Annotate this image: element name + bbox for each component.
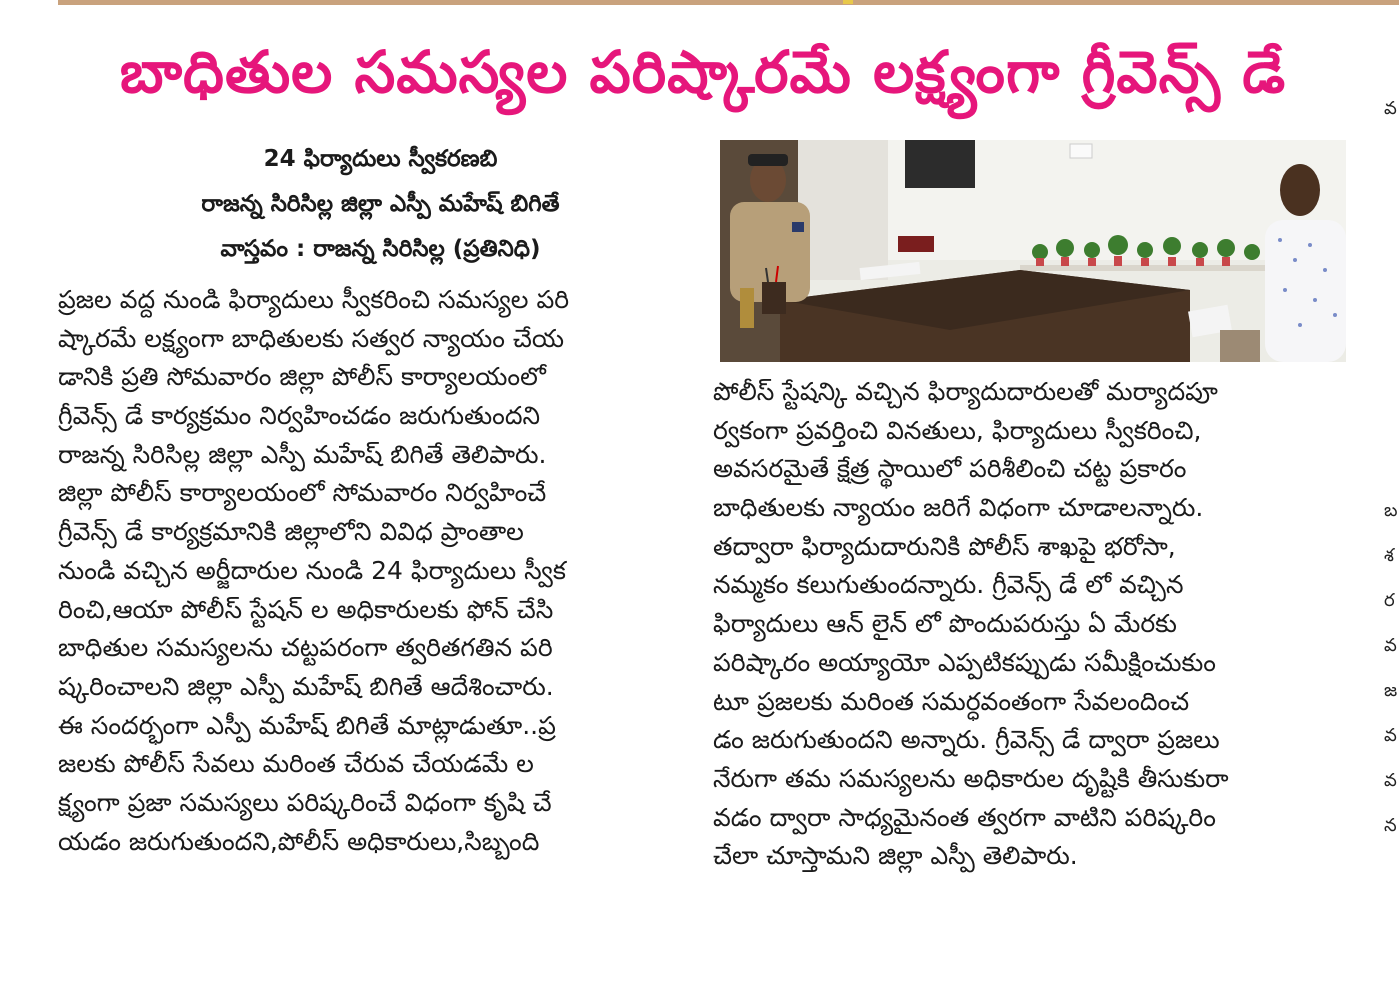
left-column-line: జలకు పోలీస్ సేవలు మరింత చేరువ చేయడమే ల xyxy=(58,749,534,779)
subhead-dateline: వాస్తవం : రాజన్న సిరిసిల్ల (ప్రతినిధి) xyxy=(220,236,541,262)
left-column-line: ష్కారమే లక్ష్యంగా బాధితులకు సత్వర న్యాయం చేయ xyxy=(58,323,565,353)
right-column-line: పరిష్కారం అయ్యాయో ఎప్పటికప్పుడు సమీక్షించుకుం xyxy=(713,647,1216,677)
top-rule xyxy=(58,0,1399,5)
left-column xyxy=(58,281,706,861)
edge-glyph: ర xyxy=(1384,590,1395,611)
left-column-line: ష్కరించాలని జిల్లా ఎస్పీ మహేష్ బిగితే ఆదేశించారు. xyxy=(58,671,554,701)
next-column-edge xyxy=(1384,0,1399,983)
top-rule-mark xyxy=(843,0,853,4)
subhead-sp-name: రాజన్న సిరిసిల్ల జిల్లా ఎస్పీ మహేష్ బిగితే xyxy=(201,191,560,217)
left-column-line: డానికి ప్రతి సోమవారం జిల్లా పోలీస్ కార్యాలయంలో xyxy=(58,362,546,392)
right-column-line: తద్వారా ఫిర్యాదుదారునికి పోలీస్ శాఖపై భరోసా, xyxy=(713,531,1176,561)
left-column-line: ఈ సందర్భంగా ఎస్పీ మహేష్ బిగితే మాట్లాడుతూ..ప్ర xyxy=(58,710,556,740)
right-column xyxy=(713,373,1363,876)
right-column-line: నేరుగా తమ సమస్యలను అధికారుల దృష్టికి తీసుకురా xyxy=(713,763,1229,793)
left-column-line: క్ష్యంగా ప్రజా సమస్యలు పరిష్కరించే విధంగా కృషి చే xyxy=(58,787,552,817)
edge-glyph: బ xyxy=(1384,500,1398,521)
left-column-line: జిల్లా పోలీస్ కార్యాలయంలో సోమవారం నిర్వహించే xyxy=(58,478,547,508)
edge-glyph: శ xyxy=(1384,545,1394,566)
right-column-line: ఫిర్యాదులు ఆన్ లైన్ లో పొందుపరుస్తు ఏ మేరకు xyxy=(713,609,1177,639)
right-column-line: టూ ప్రజలకు మరింత సమర్ధవంతంగా సేవలందించ xyxy=(713,686,1190,716)
left-column-line: గ్రీవెన్స్ డే కార్యక్రమం నిర్వహించడం జరుగుతుందని xyxy=(58,401,541,431)
right-column-line: అవసరమైతే క్షేత్ర స్థాయిలో పరిశీలించి చట్ట ప్రకారం xyxy=(713,454,1187,484)
edge-glyph: వ xyxy=(1384,725,1397,746)
right-column-line: చేలా చూస్తామని జిల్లా ఎస్పీ తెలిపారు. xyxy=(713,841,1078,871)
right-column-line: ర్వకంగా ప్రవర్తించి వినతులు, ఫిర్యాదులు స్వీకరించి, xyxy=(713,415,1202,445)
subhead-complaints: 24 ఫిర్యాదులు స్వీకరణబి xyxy=(263,146,498,172)
edge-glyph: వ xyxy=(1384,635,1397,656)
left-column-line: నుండి వచ్చిన అర్జీదారుల నుండి 24 ఫిర్యాదులు స్వీక xyxy=(58,555,566,585)
edge-glyph: న xyxy=(1384,815,1397,836)
right-column-line: డం జరుగుతుందని అన్నారు. గ్రీవెన్స్ డే ద్వారా ప్రజలు xyxy=(713,725,1220,755)
right-column-line: నమ్మకం కలుగుతుందన్నారు. గ్రీవెన్స్ డే లో వచ్చిన xyxy=(713,570,1184,600)
edge-glyph: వ xyxy=(1384,770,1397,791)
right-column-line: పోలీస్ స్టేషన్కి వచ్చిన ఫిర్యాదుదారులతో మర్యాదపూ xyxy=(713,377,1218,406)
left-column-line: యడం జరుగుతుందని,పోలీస్ అధికారులు,సిబ్బంది xyxy=(58,826,540,856)
edge-glyph: జ xyxy=(1384,680,1398,701)
left-column-line: రాజన్న సిరిసిల్ల జిల్లా ఎస్పీ మహేష్ బిగితే తెలిపారు. xyxy=(58,439,547,469)
right-column-line: వడం ద్వారా సాధ్యమైనంత త్వరగా వాటిని పరిష్కరిం xyxy=(713,802,1216,832)
right-column-line: బాధితులకు న్యాయం జరిగే విధంగా చూడాలన్నారు. xyxy=(713,493,1204,523)
left-column-line: ప్రజల వద్ద నుండి ఫిర్యాదులు స్వీకరించి సమస్యల పరి xyxy=(58,285,570,314)
left-column-line: రించి,ఆయా పోలీస్ స్టేషన్ ల అధికారులకు ఫోన్ చేసి xyxy=(58,594,554,624)
left-column-line: గ్రీవెన్స్ డే కార్యక్రమానికి జిల్లాలోని వివిధ ప్రాంతాల xyxy=(58,517,524,547)
left-column-line: బాధితుల సమస్యలను చట్టపరంగా త్వరితగతిన పరి xyxy=(58,633,553,663)
news-photo xyxy=(720,140,1346,362)
headline: బాధితుల సమస్యల పరిష్కారమే లక్ష్యంగా గ్రీవెన్స్ డే xyxy=(119,38,1287,106)
edge-glyph: వ xyxy=(1384,98,1397,119)
